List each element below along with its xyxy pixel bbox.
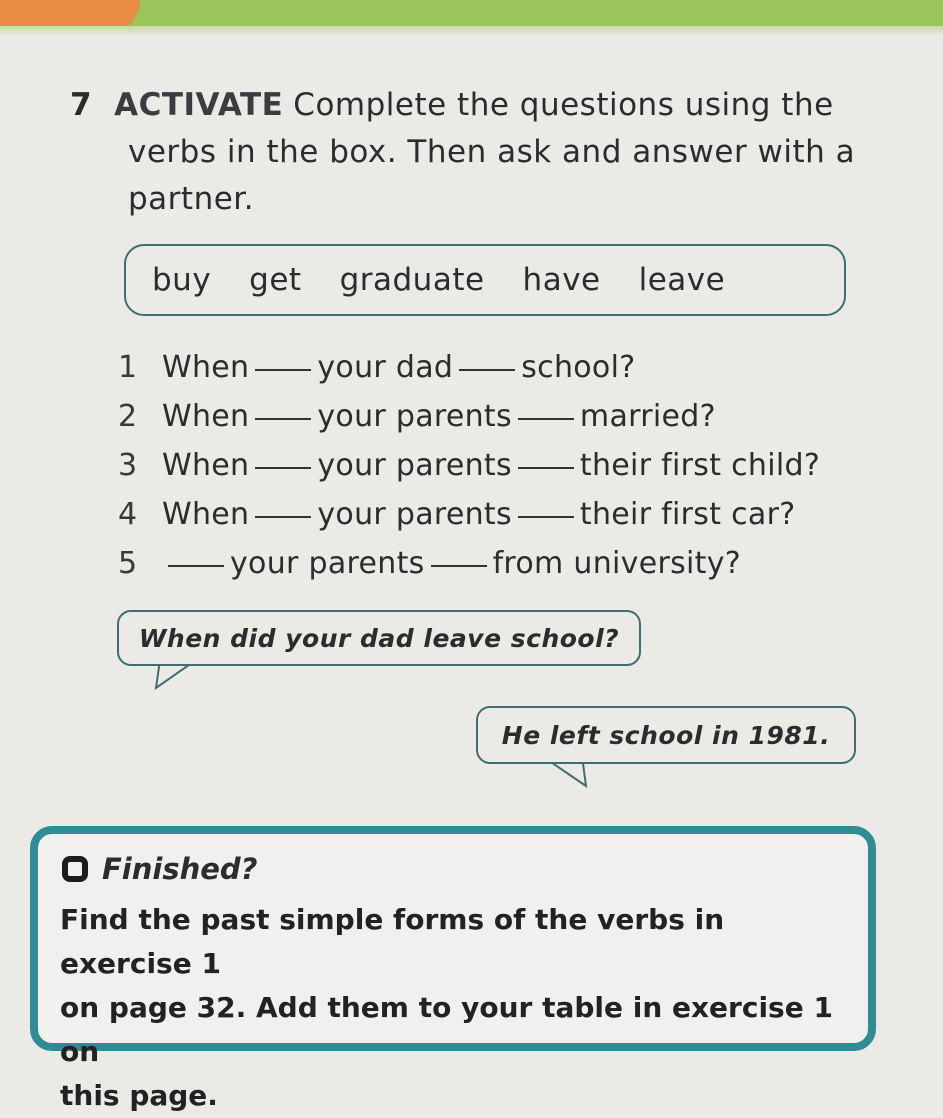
finished-box (30, 826, 876, 1112)
question-text: your parents (317, 399, 512, 434)
instruction-line-1: Complete the questions using the (293, 87, 834, 123)
verb-graduate: graduate (339, 262, 485, 298)
square-icon (62, 856, 88, 882)
question-text: your parents (317, 497, 512, 532)
finished-text (60, 898, 860, 1118)
answer-blank[interactable] (168, 564, 224, 567)
answer-blank[interactable] (459, 368, 515, 371)
answer-blank[interactable] (255, 417, 311, 420)
speech-bubble-answer: He left school in 1981. (476, 706, 856, 764)
question-text: from university? (492, 546, 742, 581)
instruction-line-2: verbs in the box. Then ask and answer with a (128, 134, 856, 170)
question-text: your dad (317, 350, 454, 385)
verb-buy: buy (152, 262, 212, 298)
question-number: 4 (118, 497, 138, 532)
instruction-line-3: partner. (128, 181, 255, 217)
finished-header (62, 852, 258, 886)
answer-blank[interactable] (255, 515, 311, 518)
top-color-band (0, 0, 943, 34)
question-text: When (162, 448, 250, 483)
finished-line-1: Find the past simple forms of the verbs in exercise 1 (60, 903, 725, 980)
verb-have: have (522, 262, 601, 298)
question-text: their first child? (579, 448, 821, 483)
question-text: When (162, 350, 250, 385)
question-5 (118, 539, 820, 588)
exercise-7 (70, 82, 870, 223)
band-fade (0, 26, 943, 36)
question-text: When (162, 497, 250, 532)
question-text: your parents (230, 546, 425, 581)
answer-blank[interactable] (431, 564, 487, 567)
verb-leave: leave (638, 262, 726, 298)
question-1 (118, 343, 820, 392)
answer-blank[interactable] (518, 417, 574, 420)
answer-blank[interactable] (255, 368, 311, 371)
question-text: school? (521, 350, 636, 385)
question-2 (118, 392, 820, 441)
question-3 (118, 441, 820, 490)
answer-blank[interactable] (518, 466, 574, 469)
verb-box (124, 244, 846, 316)
question-text: married? (579, 399, 716, 434)
question-number: 3 (118, 448, 138, 483)
speech-bubble-question: When did your dad leave school? (117, 610, 641, 666)
question-number: 5 (118, 546, 138, 581)
question-text: When (162, 399, 250, 434)
exercise-number: 7 (70, 87, 93, 123)
question-text: their first car? (579, 497, 796, 532)
answer-blank[interactable] (518, 515, 574, 518)
answer-blank[interactable] (255, 466, 311, 469)
question-4 (118, 490, 820, 539)
finished-title: Finished? (102, 852, 258, 886)
question-text: your parents (317, 448, 512, 483)
question-number: 2 (118, 399, 138, 434)
question-list (118, 343, 820, 588)
finished-line-2: on page 32. Add them to your table in exercise 1 on (60, 991, 833, 1068)
finished-line-3: this page. (60, 1079, 218, 1112)
question-number: 1 (118, 350, 138, 385)
verb-get: get (249, 262, 302, 298)
exercise-label: ACTIVATE (114, 87, 284, 123)
